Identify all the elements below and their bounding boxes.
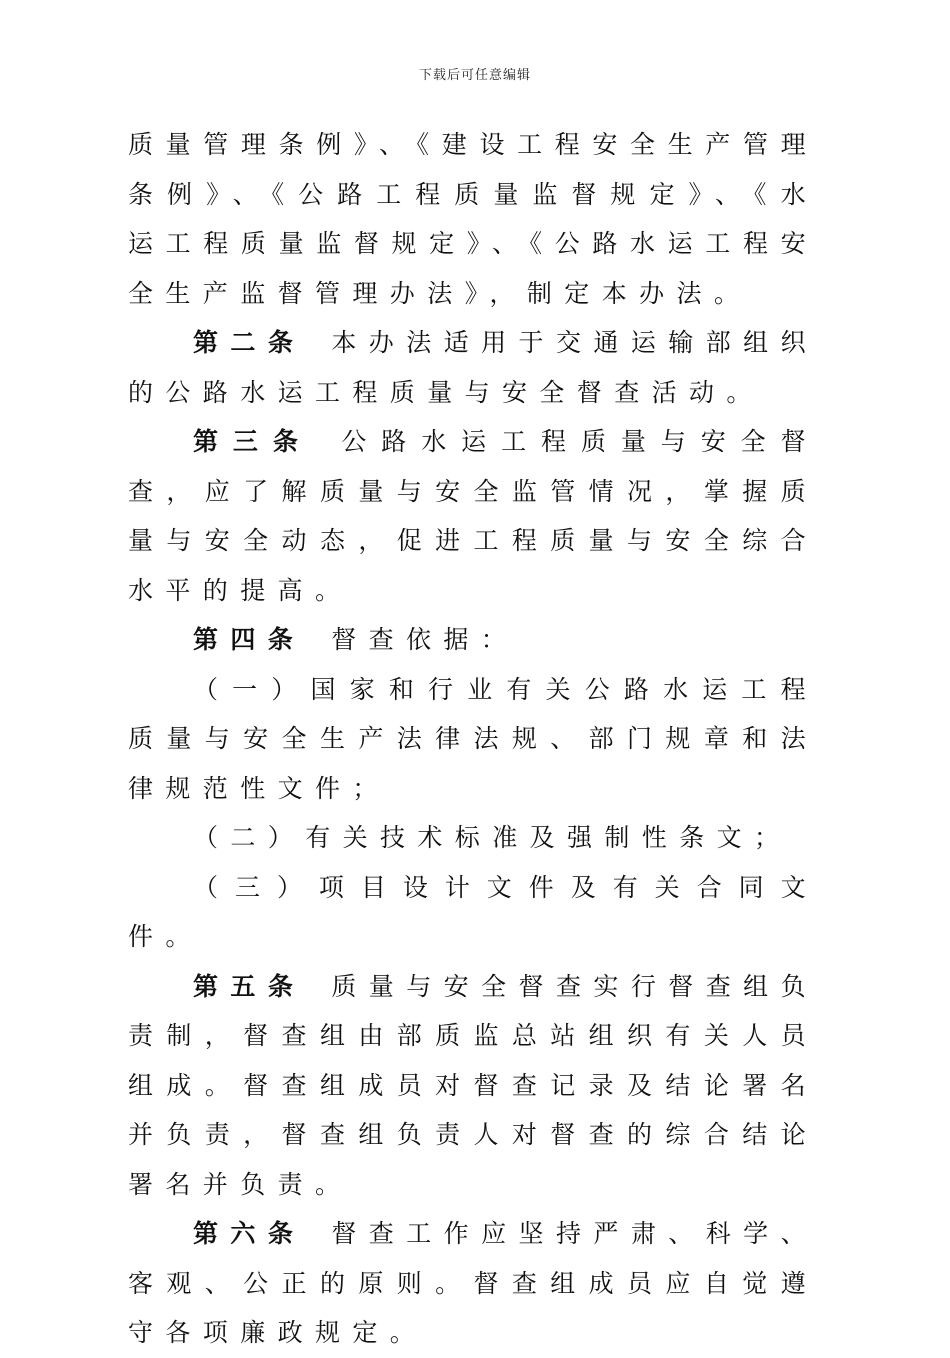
article-heading: 第五条 — [193, 971, 306, 1001]
article-heading: 第三条 — [193, 427, 313, 456]
article-heading: 第二条 — [193, 328, 306, 357]
article-2 — [128, 318, 818, 417]
page-header: 下载后可任意编辑 — [418, 68, 531, 83]
article-text: 督查依据： — [331, 625, 519, 654]
article-heading: 第四条 — [193, 625, 306, 654]
article-text: 公路水运工程质量与安全督查，应了解质量与安全监管情况，掌握质量与安全动态，促进工程质量与安全综合水平的提高。 — [128, 427, 819, 605]
paragraph-text: 质量管理条例》、《建设工程安全生产管理条例》、《公路工程质量监督规定》、《水运工程质量监督规定》、《公路水运工程安全生产监督管理办法》，制定本办法。 — [128, 130, 818, 308]
article-text: 质量与安全督查实行督查组负责制，督查组由部质监总站组织有关人员组成。督查组成员对督查记录及结论署名并负责，督查组负责人对督查的综合结论署名并负责。 — [128, 971, 818, 1199]
article-text: 督查工作应坚持严肃、科学、客观、公正的原则。督查组成员应自觉遵守各项廉政规定。 — [128, 1219, 818, 1347]
paragraph-continuation — [128, 120, 818, 318]
article-3 — [128, 417, 818, 615]
article-text: 本办法适用于交通运输部组织的公路水运工程质量与安全督查活动。 — [128, 328, 818, 407]
article-4 — [128, 615, 818, 665]
list-item-1 — [128, 665, 818, 814]
article-6 — [128, 1209, 818, 1358]
list-item-text: （二）有关技术标准及强制性条文； — [193, 823, 792, 852]
document-body — [128, 120, 818, 1358]
list-item-2 — [128, 813, 818, 863]
article-heading: 第六条 — [193, 1219, 306, 1248]
article-5 — [128, 962, 818, 1210]
list-item-text: （一）国家和行业有关公路水运工程质量与安全生产法律法规、部门规章和法律规范性文件； — [128, 674, 818, 803]
list-item-text: （三）项目设计文件及有关合同文件。 — [128, 872, 818, 951]
list-item-3 — [128, 863, 818, 962]
